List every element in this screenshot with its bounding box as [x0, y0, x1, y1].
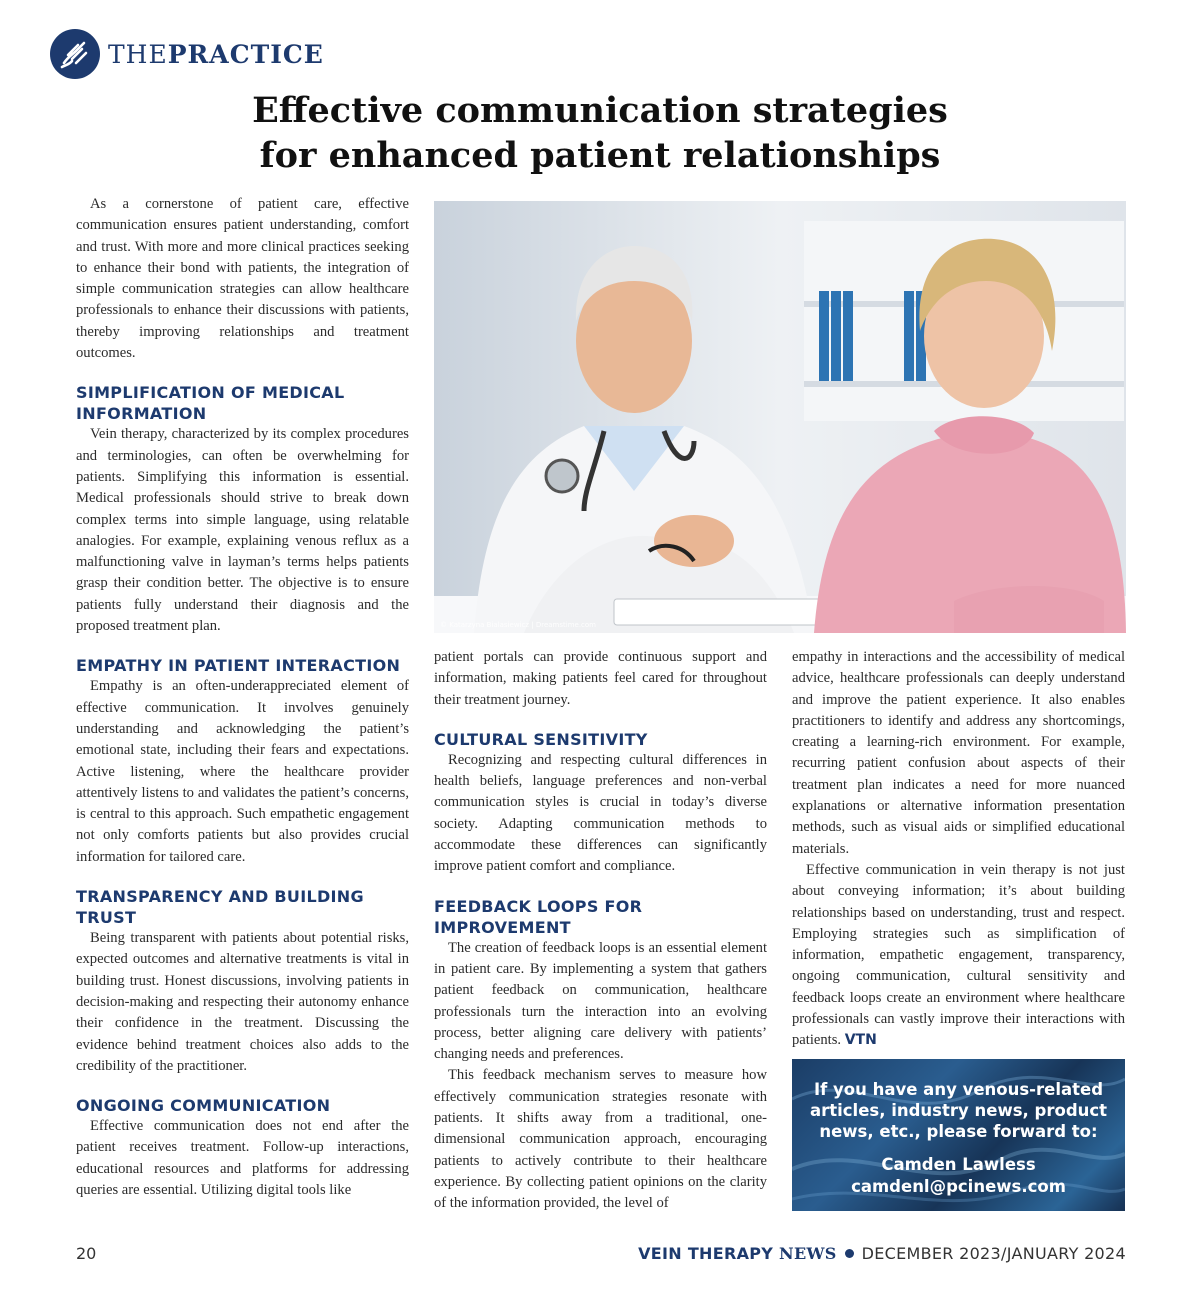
- body-feedback-2-part-2: empathy in interactions and the accessibility of medical advice, healthcare professionals can deeply understand and improve the patient experience. It also enables practitioners to identify and address any shortcomings, creating a learning-rich environment. For example, recurring patient confusion about aspects of their treatment plan indicates a need for more nuanced explanations or alternative information presentation methods, such as visual aids or simplified educational materials.: [792, 649, 1125, 857]
- promo-contact: [792, 1154, 1125, 1198]
- body-simplification: Vein therapy, characterized by its complex procedures and terminologies, can often be overwhelming for patients. Simplifying this information is essential. Medical professionals should strive to break down complex terms into simple language, using relatable analogies. For example, explaining venous reflux as a malfunctioning valve in layman’s terms helps patients grasp their condition better. The objective is to ensure patients fully understand their diagnosis and the proposed treatment plan.: [76, 426, 409, 635]
- page-number: 20: [76, 1244, 97, 1263]
- submission-promo-box: [792, 1059, 1125, 1211]
- publication-title: VEIN THERAPY: [638, 1244, 774, 1263]
- promo-line-1: If you have any venous-related: [813, 1080, 1104, 1099]
- article-photo: [434, 201, 1126, 633]
- photo-credit: © Katarzyna Bialasiewicz | Dreamstime.com: [440, 621, 596, 629]
- signoff-vtn: VTN: [844, 1032, 877, 1049]
- promo-line-2: articles, industry news, product: [809, 1101, 1108, 1120]
- heading-transparency: TRANSPARENCY AND BUILDING TRUST: [76, 887, 364, 928]
- section-name: PRACTICE: [167, 39, 324, 69]
- section-prefix: THE: [108, 39, 168, 69]
- publication-accent: NEWS: [779, 1244, 837, 1263]
- body-feedback-1: The creation of feedback loops is an essential element in patient care. By implementing a system that gathers patient feedback on communication, healthcare professionals turn the interaction into an evolving process, better aligning care delivery with patients’ changing needs and preferences.: [434, 939, 767, 1063]
- publication-name: [638, 1244, 837, 1263]
- footer-publication-info: [638, 1244, 1126, 1263]
- article-column-1: [76, 194, 409, 1201]
- body-feedback-2-part-1: This feedback mechanism serves to measure how effectively communication strategies resonate with patients. It shifts away from a traditional, one-dimensional communication approach, encouraging patients to actively contribute to their healthcare experience. By collecting patient opinions on the clarity of the information provided, the level of: [434, 1067, 767, 1212]
- contact-email[interactable]: camdenl@pcinews.com: [851, 1177, 1066, 1196]
- heading-simplification: SIMPLIFICATION OF MEDICAL INFORMATION: [76, 383, 345, 424]
- body-transparency: Being transparent with patients about potential risks, expected outcomes and alternative treatments is vital in building trust. Honest discussions, involving patients in decision-making and respecting their autonomy enhance their confidence in the treatment. Discussing the evidence behind treatment choices also adds to the credibility of the practitioner.: [76, 930, 409, 1074]
- section-title: [108, 40, 324, 69]
- headline-line-2: for enhanced patient relationships: [259, 135, 941, 176]
- article-column-2: [434, 647, 767, 1215]
- article-column-3: [792, 647, 1125, 1052]
- heading-feedback: FEEDBACK LOOPS FOR IMPROVEMENT: [434, 896, 643, 937]
- body-ongoing-part-1: Effective communication does not end after the patient receives treatment. Follow-up interactions, educational resources and platforms for addressing queries are essential. Utilizing digital tools like: [76, 1118, 409, 1198]
- body-empathy: Empathy is an often-underappreciated element of effective communication. It involves genuinely understanding and acknowledging the patient’s emotional state, including their fears and expectations. Active listening, where the healthcare provider attentively listens to and validates the patient’s concerns, is central to this approach. Such empathetic engagement not only comforts patients but also provides crucial information for tailored care.: [76, 678, 409, 865]
- section-logo: [50, 28, 324, 80]
- bullet-dot-icon: [845, 1249, 854, 1258]
- promo-message: [792, 1079, 1125, 1142]
- hand-icon: [50, 29, 100, 79]
- page-footer: [76, 1244, 1126, 1268]
- body-cultural: Recognizing and respecting cultural differences in health beliefs, language preferences and non-verbal communication styles is crucial in today’s diverse society. Adapting communication methods to accommodate these differences can significantly improve patient comfort and compliance.: [434, 751, 767, 875]
- conclusion-text: Effective communication in vein therapy is not just about conveying information; it’s about building relationships based on understanding, trust and respect. Employing strategies such as simplification of information, empathetic engagement, transparency, ongoing communication, cultural sensitivity and feedback loops create an environment where healthcare professionals can vastly improve their interactions with patients.: [792, 861, 1125, 1049]
- promo-line-3: news, etc., please forward to:: [819, 1122, 1098, 1141]
- body-conclusion: [792, 860, 1125, 1052]
- heading-ongoing: ONGOING COMMUNICATION: [76, 1096, 331, 1116]
- heading-cultural: CULTURAL SENSITIVITY: [434, 729, 648, 749]
- headline-line-1: Effective communication strategies: [252, 90, 948, 131]
- body-ongoing-part-2: patient portals can provide continuous support and information, making patients feel cared for throughout their treatment journey.: [434, 649, 767, 708]
- intro-paragraph: As a cornerstone of patient care, effective communication ensures patient understanding, comfort and trust. With more and more clinical practices seeking to enhance their bond with patients, the integration of simple communication strategies can allow healthcare professionals to enhance their discussions with patients, thereby improving relationships and treatment outcomes.: [76, 196, 409, 362]
- contact-name: Camden Lawless: [881, 1155, 1036, 1174]
- article-headline: [100, 88, 1100, 178]
- issue-date: DECEMBER 2023/JANUARY 2024: [861, 1244, 1126, 1263]
- doctor-patient-illustration: [434, 201, 1126, 633]
- heading-empathy: EMPATHY IN PATIENT INTERACTION: [76, 656, 401, 676]
